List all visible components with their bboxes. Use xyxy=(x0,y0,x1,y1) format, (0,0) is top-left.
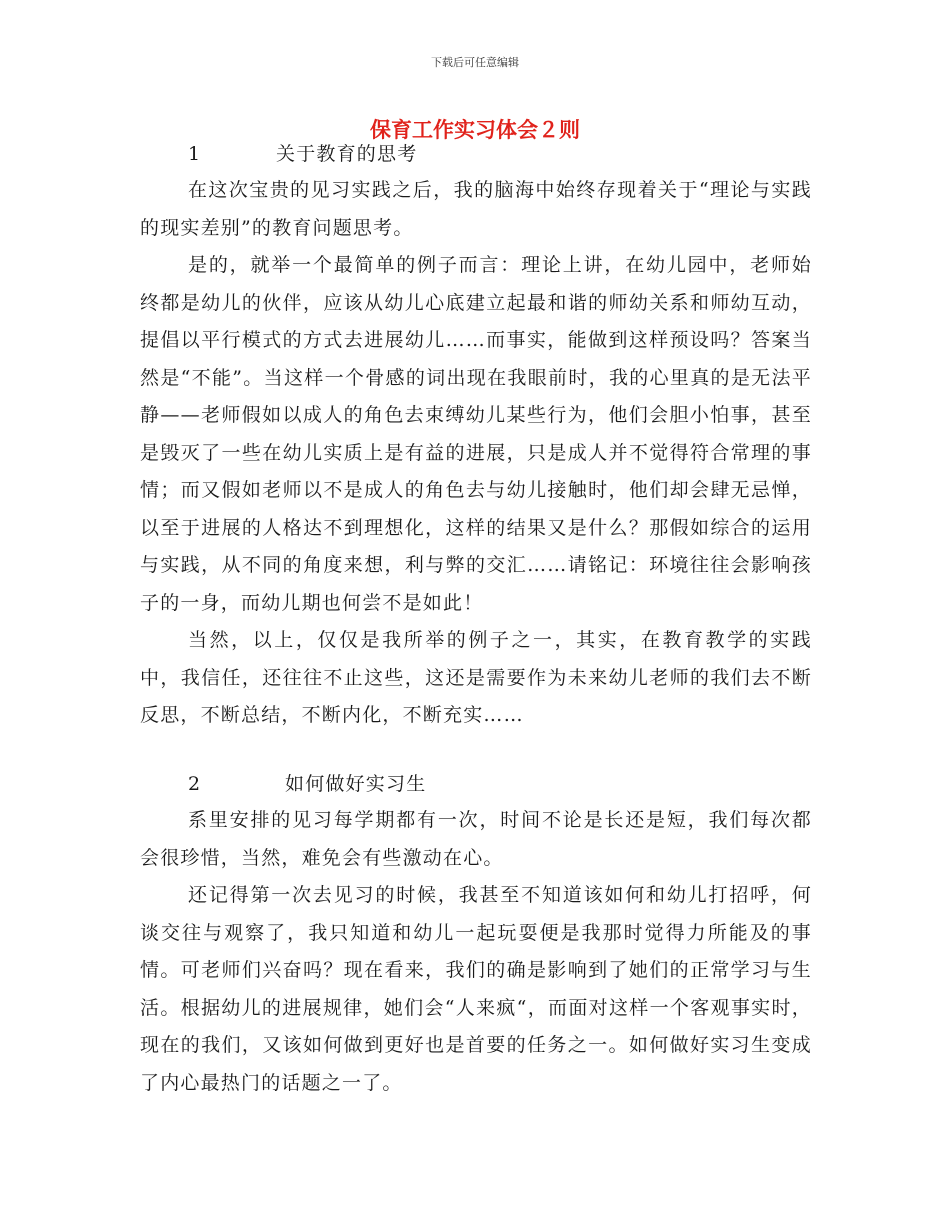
page-header-note: 下载后可任意编辑 xyxy=(431,56,519,69)
paragraph: 系里安排的见习每学期都有一次，时间不论是长还是短，我们每次都会很珍惜，当然，难免会有些激动在心。 xyxy=(140,809,812,869)
document-title: 保育工作实习体会２则 xyxy=(370,118,580,142)
section-2-heading xyxy=(188,766,426,804)
paragraph: 还记得第一次去见习的时候，我甚至不知道该如何和幼儿打招呼，何谈交往与观察了，我只知道和幼儿一起玩耍便是我那时觉得力所能及的事情。可老师们兴奋吗？现在看来，我们的确是影响到了她们的正常学习与生活。根据幼儿的进展规律，她们会“人来疯“，而面对这样一个客观事实时，现在的我们，又该如何做到更好也是首要的任务之一。如何做好实习生变成了内心最热门的话题之一了。 xyxy=(140,884,812,1094)
section-2-number: 2 xyxy=(188,773,202,795)
section-2-body xyxy=(140,802,812,1102)
section-1-body xyxy=(140,172,812,735)
paragraph: 在这次宝贵的见习实践之后，我的脑海中始终存现着关于“理论与实践的现实差别”的教育问题思考。 xyxy=(140,179,812,239)
paragraph: 是的，就举一个最简单的例子而言：理论上讲，在幼儿园中，老师始终都是幼儿的伙伴，应该从幼儿心底建立起最和谐的师幼关系和师幼互动，提倡以平行模式的方式去进展幼儿……而事实，能做到这样预设吗？答案当然是“不能”。当这样一个骨感的词出现在我眼前时，我的心里真的是无法平静——老师假如以成人的角色去束缚幼儿某些行为，他们会胆小怕事，甚至是毁灭了一些在幼儿实质上是有益的进展，只是成人并不觉得符合常理的事情；而又假如老师以不是成人的角色去与幼儿接触时，他们却会肆无忌惮，以至于进展的人格达不到理想化，这样的结果又是什么？那假如综合的运用与实践，从不同的角度来想，利与弊的交汇……请铭记：环境往往会影响孩子的一身，而幼儿期也何尝不是如此！ xyxy=(140,254,812,614)
section-1-heading xyxy=(188,136,417,174)
section-2-title: 如何做好实习生 xyxy=(285,773,427,795)
section-1-title: 关于教育的思考 xyxy=(276,143,418,165)
paragraph: 当然，以上，仅仅是我所举的例子之一，其实，在教育教学的实践中，我信任，还往往不止这些，这还是需要作为未来幼儿老师的我们去不断反思，不断总结，不断内化，不断充实…… xyxy=(140,629,812,726)
section-1-number: 1 xyxy=(188,143,202,165)
